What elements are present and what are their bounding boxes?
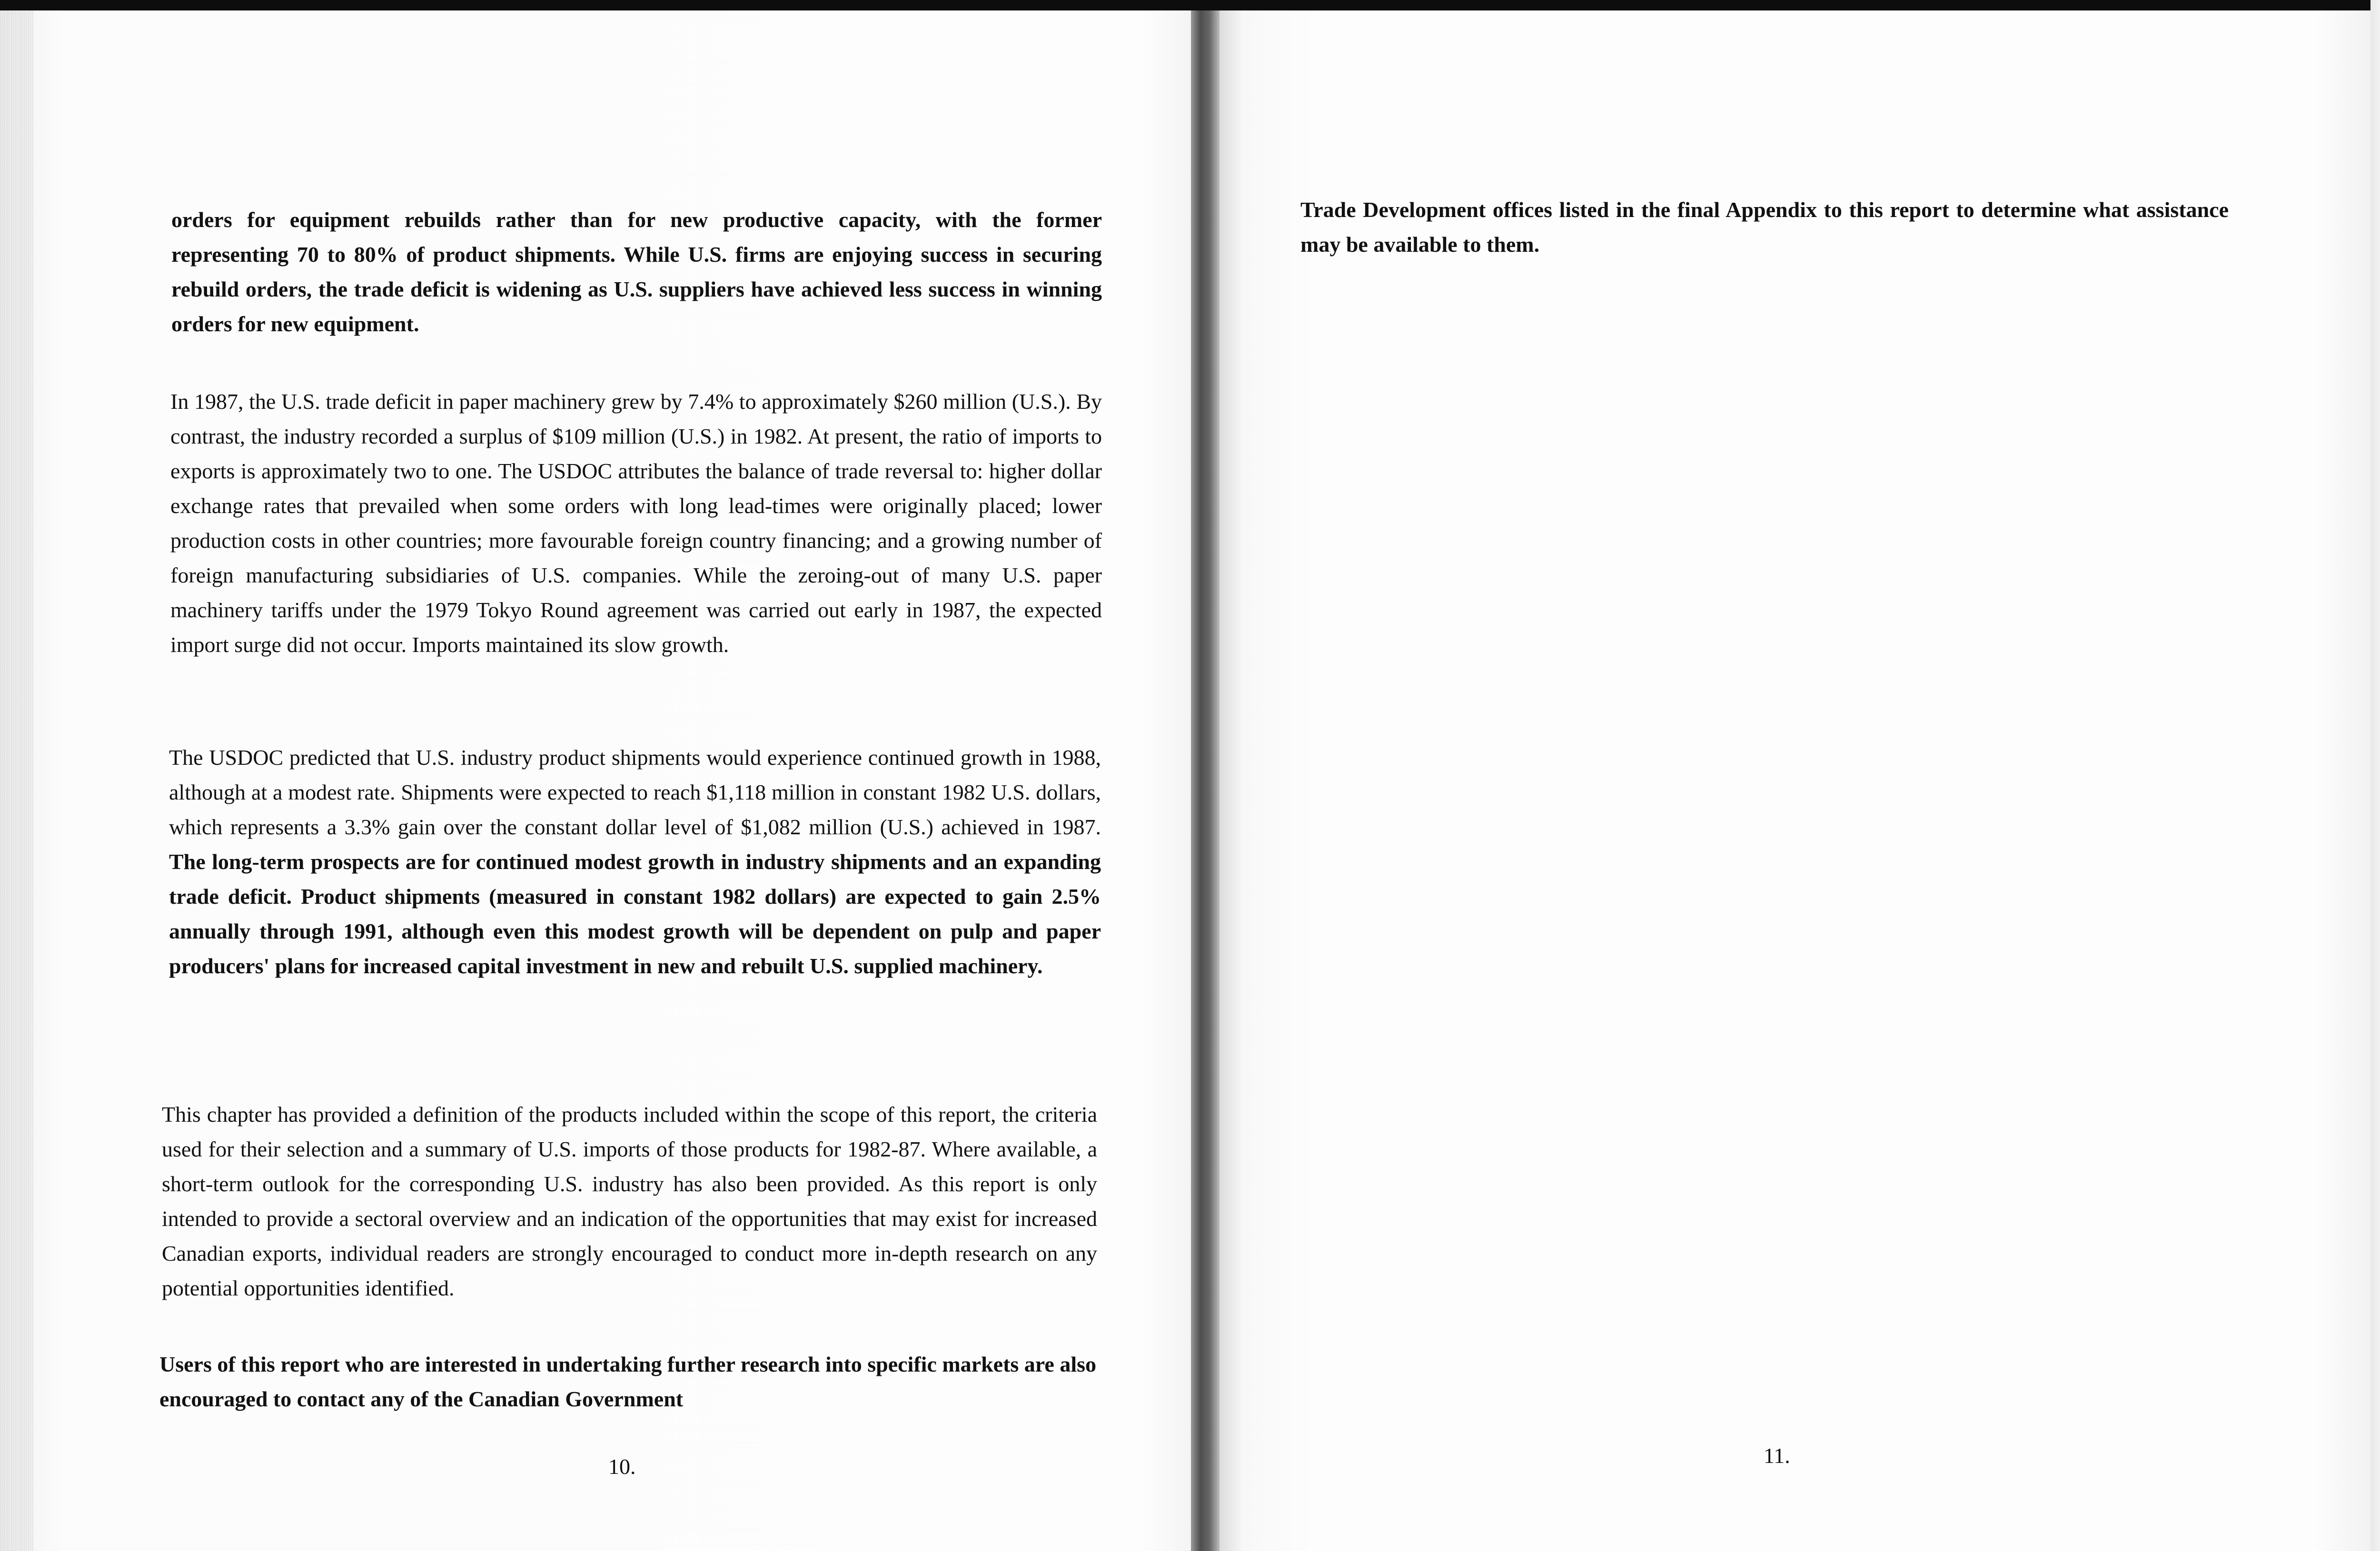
paragraph-trade-development: Trade Development offices listed in the final Appendix to this report to determine what assistance may be available to them. <box>1300 198 2229 257</box>
scan-top-edge <box>0 0 2380 10</box>
scan-right-edge <box>2370 0 2380 1551</box>
book-gutter <box>1191 10 1220 1551</box>
page-number-right: 11. <box>1764 1443 1790 1468</box>
paragraph-usdoc-prediction <box>169 740 1101 983</box>
usdoc-prediction-text: The USDOC predicted that U.S. industry product shipments would experience continued growth in 1988, although at a modest rate. Shipments were expected to reach $1,118 million in constant 1982 U.S. dollars, which represents a 3.3% gain over the constant dollar level of $1,082 million (U.S.) achieved in 1987. <box>169 745 1101 839</box>
paragraph-rebuild-orders: orders for equipment rebuilds rather than for new productive capacity, with the former representing 70 to 80% of product shipments. While U.S. firms are enjoying success in securing rebuild orders, the trade deficit is widening as U.S. suppliers have achieved less success in winning orders for new equipment. <box>171 207 1102 336</box>
page-stack-edges <box>0 10 33 1551</box>
paragraph-chapter-summary: This chapter has provided a definition of the products included within the scope of this report, the criteria used for their selection and a summary of U.S. imports of those products for 1982-87. Where available, a short-term outlook for the corresponding U.S. industry has also been provided. As this report is only intended to provide a sectoral overview and an indication of the opportunities that may exist for increased Canadian exports, individual readers are strongly encouraged to conduct more in-depth research on any potential opportunities identified. <box>162 1102 1097 1300</box>
long-term-prospects-text: The long-term prospects are for continued modest growth in industry shipments and an expanding trade deficit. Product shipments (measured in constant 1982 dollars) are expected to gain 2.5% annually through 1991, although even this modest growth will be dependent on pulp and paper producers' plans for increased capital investment in new and rebuilt U.S. supplied machinery. <box>169 850 1101 978</box>
paragraph-users-encouraged: Users of this report who are interested in undertaking further research into specific markets are also encouraged to contact any of the Canadian Government <box>159 1352 1096 1411</box>
left-page <box>0 10 1191 1551</box>
page-number-left: 10. <box>608 1454 636 1479</box>
paragraph-trade-deficit: In 1987, the U.S. trade deficit in paper machinery grew by 7.4% to approximately $260 million (U.S.). By contrast, the industry recorded a surplus of $109 million (U.S.) in 1982. At present, the ratio of imports to exports is approximately two to one. The USDOC attributes the balance of trade reversal to: higher dollar exchange rates that prevailed when some orders with long lead-times were originally placed; lower production costs in other countries; more favourable foreign country financing; and a growing number of foreign manufacturing subsidiaries of U.S. companies. While the zeroing-out of many U.S. paper machinery tariffs under the 1979 Tokyo Round agreement was carried out early in 1987, the expected import surge did not occur. Imports maintained its slow growth. <box>170 389 1102 657</box>
right-page <box>1220 10 2370 1551</box>
